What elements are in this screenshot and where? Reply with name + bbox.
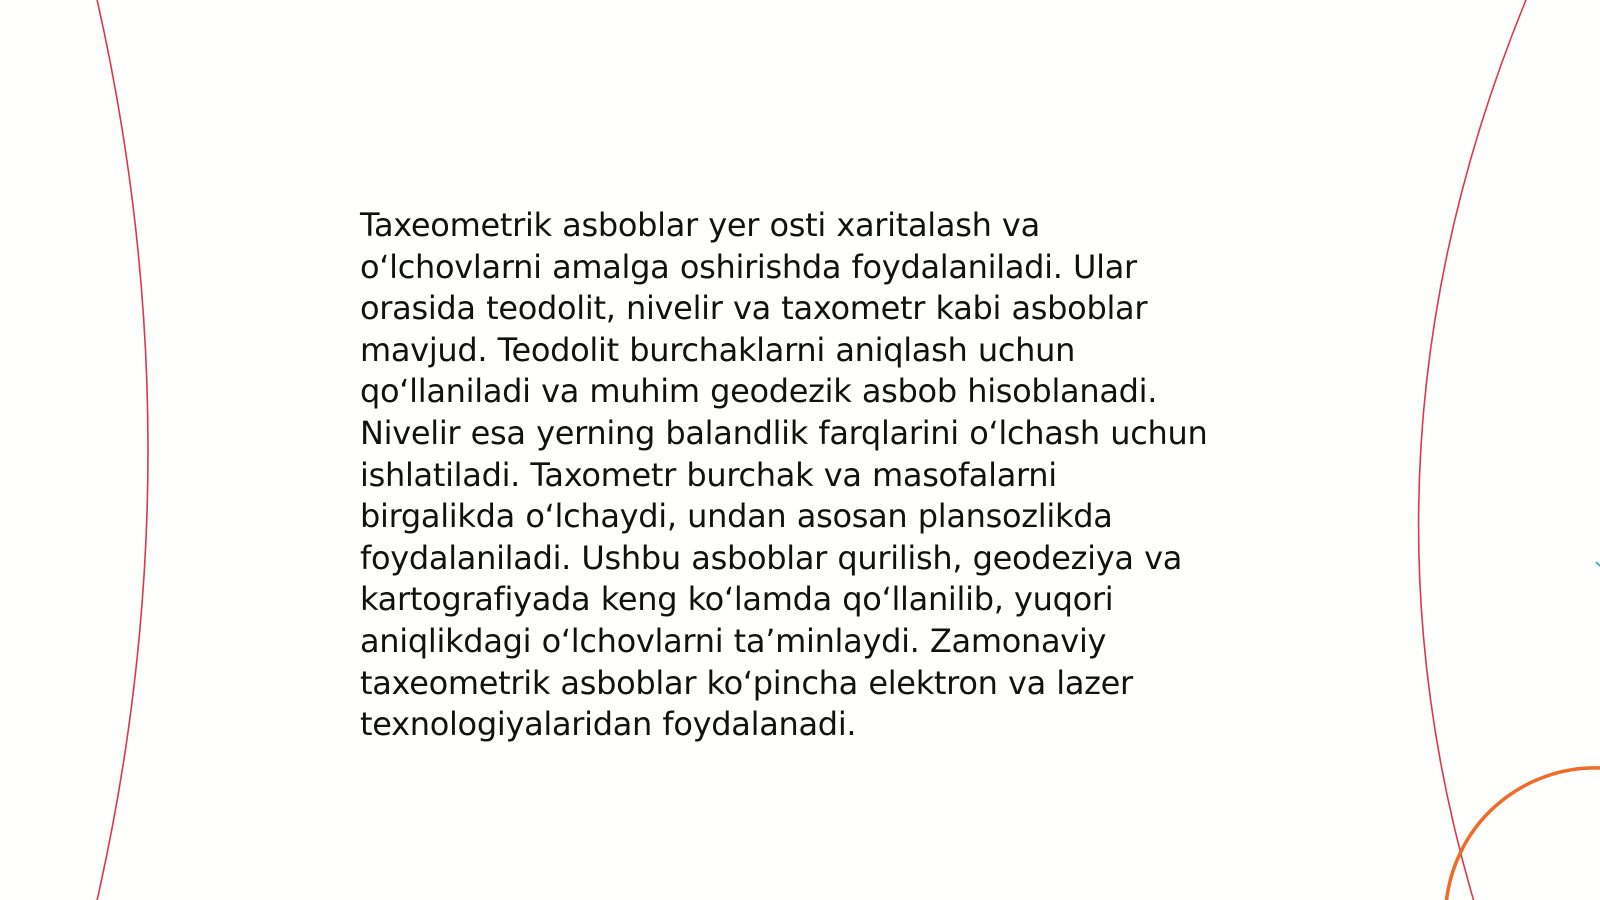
right-arc [1419, 0, 1528, 900]
body-line: ishlatiladi. Taxometr burchak va masofalarni [360, 455, 1057, 494]
body-line: orasida teodolit, nivelir va taxometr kabi asboblar [360, 289, 1148, 328]
teal-accent [1596, 562, 1600, 566]
body-line: Taxeometrik asboblar yer osti xaritalash va [360, 206, 1040, 244]
body-paragraph [360, 205, 1240, 746]
body-line: aniqlikdagi o‘lchovlarni ta’minlaydi. Zamonaviy [360, 621, 1107, 660]
body-line: foydalaniladi. Ushbu asboblar qurilish, geodeziya va [360, 538, 1183, 577]
body-line: texnologiyalaridan foydalanadi. [360, 705, 857, 744]
body-line: kartografiyada keng ko‘lamda qo‘llanilib, yuqori [360, 580, 1114, 619]
body-line: mavjud. Teodolit burchaklarni aniqlash uchun [360, 330, 1076, 369]
left-arc [96, 0, 148, 900]
orange-circle-arc [1446, 768, 1600, 900]
body-line: Nivelir esa yerning balandlik farqlarini o‘lchash uchun [360, 413, 1208, 452]
body-line: o‘lchovlarni amalga oshirishda foydalaniladi. Ular [360, 247, 1137, 286]
body-line: qo‘llaniladi va muhim geodezik asbob hisoblanadi. [360, 372, 1158, 411]
body-line: taxeometrik asboblar ko‘pincha elektron va lazer [360, 663, 1133, 702]
body-line: birgalikda o‘lchaydi, undan asosan plansozlikda [360, 497, 1113, 536]
